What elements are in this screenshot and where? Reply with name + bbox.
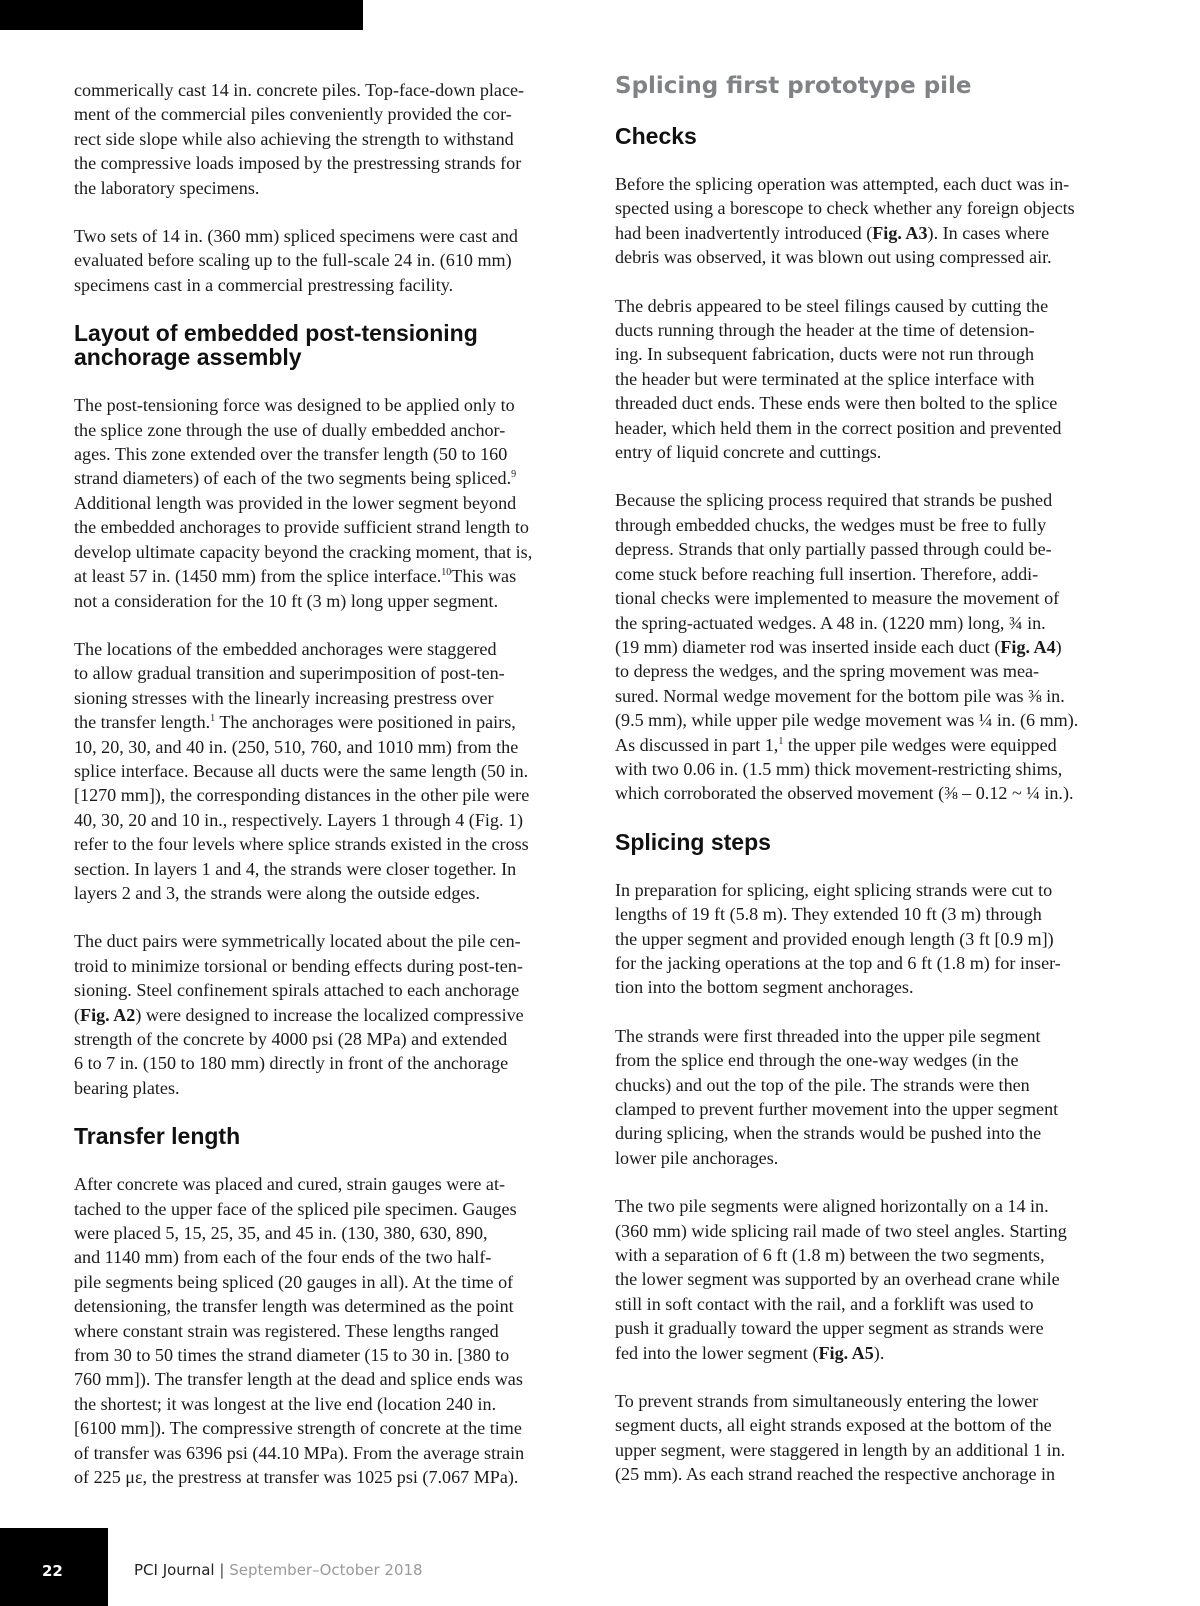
- paragraph-alignment: The two pile segments were aligned horizontally on a 14 in. (360 mm) wide splicing rail made of two steel angles. Starting with a separation of 6 ft (1.8 m) between the two segments, the lower segment was supported by an overhead crane while still in soft contact with the rail, and a forklift was used to push it gradually toward the upper segment as strands were fed into the lower segment (Fig. A5).: [615, 1196, 1067, 1363]
- heading-splicing-first-prototype: Splicing first prototype pile: [615, 73, 972, 99]
- paragraph-staggering: To prevent strands from simultaneously entering the lower segment ducts, all eight strands exposed at the bottom of the upper segment, were staggered in length by an additional 1 in. (25 mm). As each strand reached the respective anchorage in: [615, 1391, 1066, 1485]
- reference-superscript: 1: [210, 713, 216, 725]
- paragraph-transfer-length: After concrete was placed and cured, strain gauges were at- tached to the upper face of the spliced pile specimen. Gauges were placed 5, 15, 25, 35, and 45 in. (130, 380, 630, 890, and 1140 mm) from each of the four ends of the two half- pile segments being spliced (20 gauges in all). At the time of detensioning, the transfer length was determined as the point where constant strain was registered. These lengths ranged from 30 to 50 times the strand diameter (15 to 30 in. [380 to 760 mm]). The transfer length at the dead and splice ends was the shortest; it was longest at the live end (location 240 in. [6100 mm]). The compressive strength of concrete at the time of transfer was 6396 psi (44.10 MPa). From the average strain of 225 με, the prestress at transfer was 1025 psi (7.067 MPa).: [74, 1174, 525, 1488]
- heading-transfer-length: Transfer length: [74, 1123, 241, 1150]
- footer-separator: |: [214, 1561, 230, 1579]
- heading-layout: Layout of embedded post-tensioning anchorage assembly: [74, 320, 478, 371]
- reference-superscript: 10: [441, 567, 452, 579]
- reference-superscript: 1: [778, 735, 784, 747]
- right-column: [615, 72, 1125, 1511]
- paragraph-anchorage-locations: The locations of the embedded anchorages were staggered to allow gradual transition and superimposition of post-ten- sioning stresses with the linearly increasing prestress over the transfer length.$^1$ The anchorages were positioned in pairs, 10, 20, 30, and 40 in. (250, 510, 760, and 1010 mm) from the splice interface. Because all ducts were the same length (50 in. [1270 mm]), the corresponding distances in the other pile were 40, 30, 20 and 10 in., respectively. Layers 1 through 4 (Fig. 1) refer to the four levels where splice strands existed in the cross section. In layers 1 and 4, the strands were closer together. In layers 2 and 3, the strands were along the outside edges.: [74, 638, 530, 903]
- paragraph-duct-pairs: The duct pairs were symmetrically located about the pile cen- troid to minimize torsional or bending effects during post-ten- sioning. Steel confinement spirals attached to each anchorage (Fig. A2) were designed to increase the localized compressive strength of the concrete by 4000 psi (28 MPa) and extended 6 to 7 in. (150 to 180 mm) directly in front of the anchorage bearing plates.: [74, 931, 524, 1098]
- header-bar: [0, 0, 363, 30]
- figure-reference: Fig. A2: [80, 1004, 136, 1025]
- left-column: [74, 78, 584, 1514]
- reference-superscript: 9: [511, 469, 517, 481]
- paragraph-post-tensioning: The post-tensioning force was designed to be applied only to the splice zone through the use of dually embedded anchor- ages. This zone extended over the transfer length (50 to 160 strand diameters) of each of the two segments being spliced.$^9$ Additional length was provided in the lower segment beyond the embedded anchorages to provide sufficient strand length to develop ultimate capacity beyond the cracking moment, that is, at least 57 in. (1450 mm) from the splice interface.$^{10}$This was not a consideration for the 10 ft (3 m) long upper segment.: [74, 395, 533, 611]
- journal-name: PCI Journal: [134, 1561, 215, 1579]
- figure-reference: Fig. A3: [872, 222, 928, 243]
- paragraph-debris: The debris appeared to be steel filings caused by cutting the ducts running through the header at the time of detension- ing. In subsequent fabrication, ducts were not run through the header but were terminated at the splice interface with threaded duct ends. These ends were then bolted to the splice header, which held them in the correct position and prevented entry of liquid concrete and cuttings.: [615, 295, 1062, 463]
- paragraph-threading: The strands were first threaded into the upper pile segment from the splice end through the one-way wedges (in the chucks) and out the top of the pile. The strands were then clamped to prevent further movement into the upper segment during splicing, when the strands would be pushed into the lower pile anchorages.: [615, 1025, 1059, 1168]
- heading-checks: Checks: [615, 123, 697, 149]
- figure-reference: Fig. A5: [818, 1342, 874, 1363]
- paragraph-preparation: In preparation for splicing, eight splicing strands were cut to lengths of 19 ft (5.8 m). They extended 10 ft (3 m) through the upper segment and provided enough length (3 ft [0.9 m]) for the jacking operations at the top and 6 ft (1.8 m) for inser- tion into the bottom segment anchorages.: [615, 879, 1061, 998]
- paragraph-borescope: Before the splicing operation was attempted, each duct was in- spected using a borescope to check whether any foreign objects had been inadvertently introduced (Fig. A3). In cases where debris was observed, it was blown out using compressed air.: [615, 174, 1075, 268]
- issue-date: September–October 2018: [229, 1561, 423, 1579]
- page-number: 22: [42, 1562, 63, 1580]
- paragraph-spliced-specimens: Two sets of 14 in. (360 mm) spliced specimens were cast and evaluated before scaling up to the full-scale 24 in. (610 mm) specimens cast in a commercial prestressing facility.: [74, 226, 518, 295]
- figure-reference: Fig. A4: [1000, 636, 1056, 657]
- heading-splicing-steps: Splicing steps: [615, 828, 771, 855]
- paragraph-intro: commerically cast 14 in. concrete piles. Top-face-down place- ment of the commercial piles conveniently provided the cor- rect side slope while also achieving the strength to withstand the compressive loads imposed by the prestressing strands for the laboratory specimens.: [74, 80, 525, 198]
- footer-journal: [134, 1561, 423, 1579]
- paragraph-wedges: Because the splicing process required that strands be pushed through embedded chucks, the wedges must be free to fully depress. Strands that only partially passed through could be- come stuck before reaching full insertion. Therefore, addi- tional checks were implemented to measure the movement of the spring-actuated wedges. A 48 in. (1220 mm) long, ¾ in. (19 mm) diameter rod was inserted inside each duct (Fig. A4) to depress the wedges, and the spring movement was mea- sured. Normal wedge movement for the bottom pile was ⅜ in. (9.5 mm), while upper pile wedge movement was ¼ in. (6 mm). As discussed in part 1,$^1$ the upper pile wedges were equipped with two 0.06 in. (1.5 mm) thick movement-restricting shims, which corroborated the observed movement (⅜ – 0.12 ~ ¼ in.).: [615, 490, 1079, 804]
